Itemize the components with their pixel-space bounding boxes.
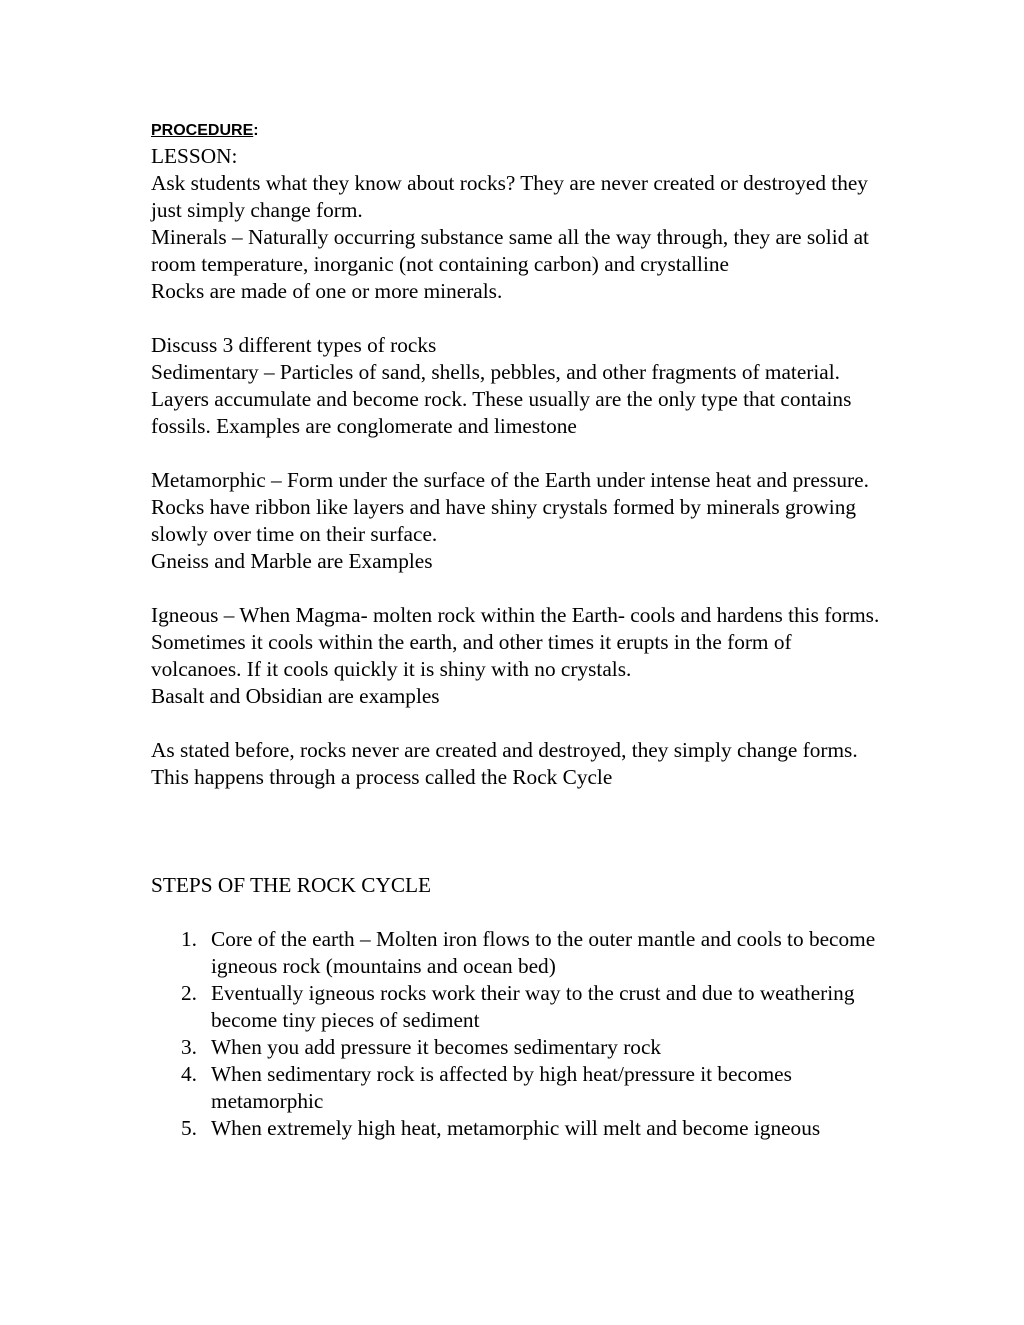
minerals-paragraph: Minerals – Naturally occurring substance same all the way through, they are solid at room temperature, inorganic (not containing carbon) and crystalline: [151, 225, 869, 276]
list-item: [151, 926, 881, 980]
list-item-number: 2.: [181, 981, 197, 1005]
list-item: [151, 1061, 881, 1115]
list-item: [151, 1034, 881, 1061]
rocks-made-paragraph: Rocks are made of one or more minerals.: [151, 279, 503, 303]
document-page: [151, 121, 881, 1142]
metamorphic-paragraph: Metamorphic – Form under the surface of the Earth under intense heat and pressure. Rocks have ribbon like layers and have shiny crystals formed by minerals growing slowly over time on their surface.: [151, 468, 869, 546]
procedure-heading-colon: :: [253, 122, 259, 139]
igneous-paragraph: Igneous – When Magma- molten rock within the Earth- cools and hardens this forms. Sometimes it cools within the earth, and other times it erupts in the form of volcanoes. If it cools quickly it is shiny with no crystals.: [151, 603, 880, 681]
list-item-text: When you add pressure it becomes sedimentary rock: [211, 1035, 662, 1059]
list-item-number: 3.: [181, 1035, 197, 1059]
procedure-heading: [151, 121, 881, 141]
list-item-number: 4.: [181, 1062, 197, 1086]
discuss-paragraph: Discuss 3 different types of rocks: [151, 333, 437, 357]
list-item-text: When extremely high heat, metamorphic will melt and become igneous: [211, 1116, 821, 1140]
stated-before-paragraph: As stated before, rocks never are created and destroyed, they simply change forms. This happens through a process called the Rock Cycle: [151, 738, 858, 789]
sedimentary-paragraph: Sedimentary – Particles of sand, shells, pebbles, and other fragments of material. Layers accumulate and become rock. These usually are the only type that contains fossils. Examples are conglomerate and limestone: [151, 360, 852, 438]
lesson-label: LESSON:: [151, 144, 238, 168]
list-item-number: 1.: [181, 927, 197, 951]
blank-lines: [151, 791, 881, 872]
intro-paragraph: Ask students what they know about rocks? They are never created or destroyed they just simply change form.: [151, 171, 868, 222]
steps-title: STEPS OF THE ROCK CYCLE: [151, 873, 432, 897]
blank-line: [151, 305, 881, 332]
procedure-heading-label: PROCEDURE: [151, 122, 254, 139]
blank-line: [151, 440, 881, 467]
blank-line: [151, 899, 881, 926]
list-item: [151, 980, 881, 1034]
list-item-text: When sedimentary rock is affected by high heat/pressure it becomes metamorphic: [211, 1062, 792, 1113]
blank-line: [151, 575, 881, 602]
list-item-number: 5.: [181, 1116, 197, 1140]
igneous-examples: Basalt and Obsidian are examples: [151, 684, 440, 708]
list-item: [151, 1115, 881, 1142]
list-item-text: Core of the earth – Molten iron flows to the outer mantle and cools to become igneous rock (mountains and ocean bed): [211, 927, 876, 978]
steps-list: [151, 926, 881, 1142]
metamorphic-examples: Gneiss and Marble are Examples: [151, 549, 433, 573]
list-item-text: Eventually igneous rocks work their way to the crust and due to weathering become tiny pieces of sediment: [211, 981, 855, 1032]
blank-line: [151, 710, 881, 737]
